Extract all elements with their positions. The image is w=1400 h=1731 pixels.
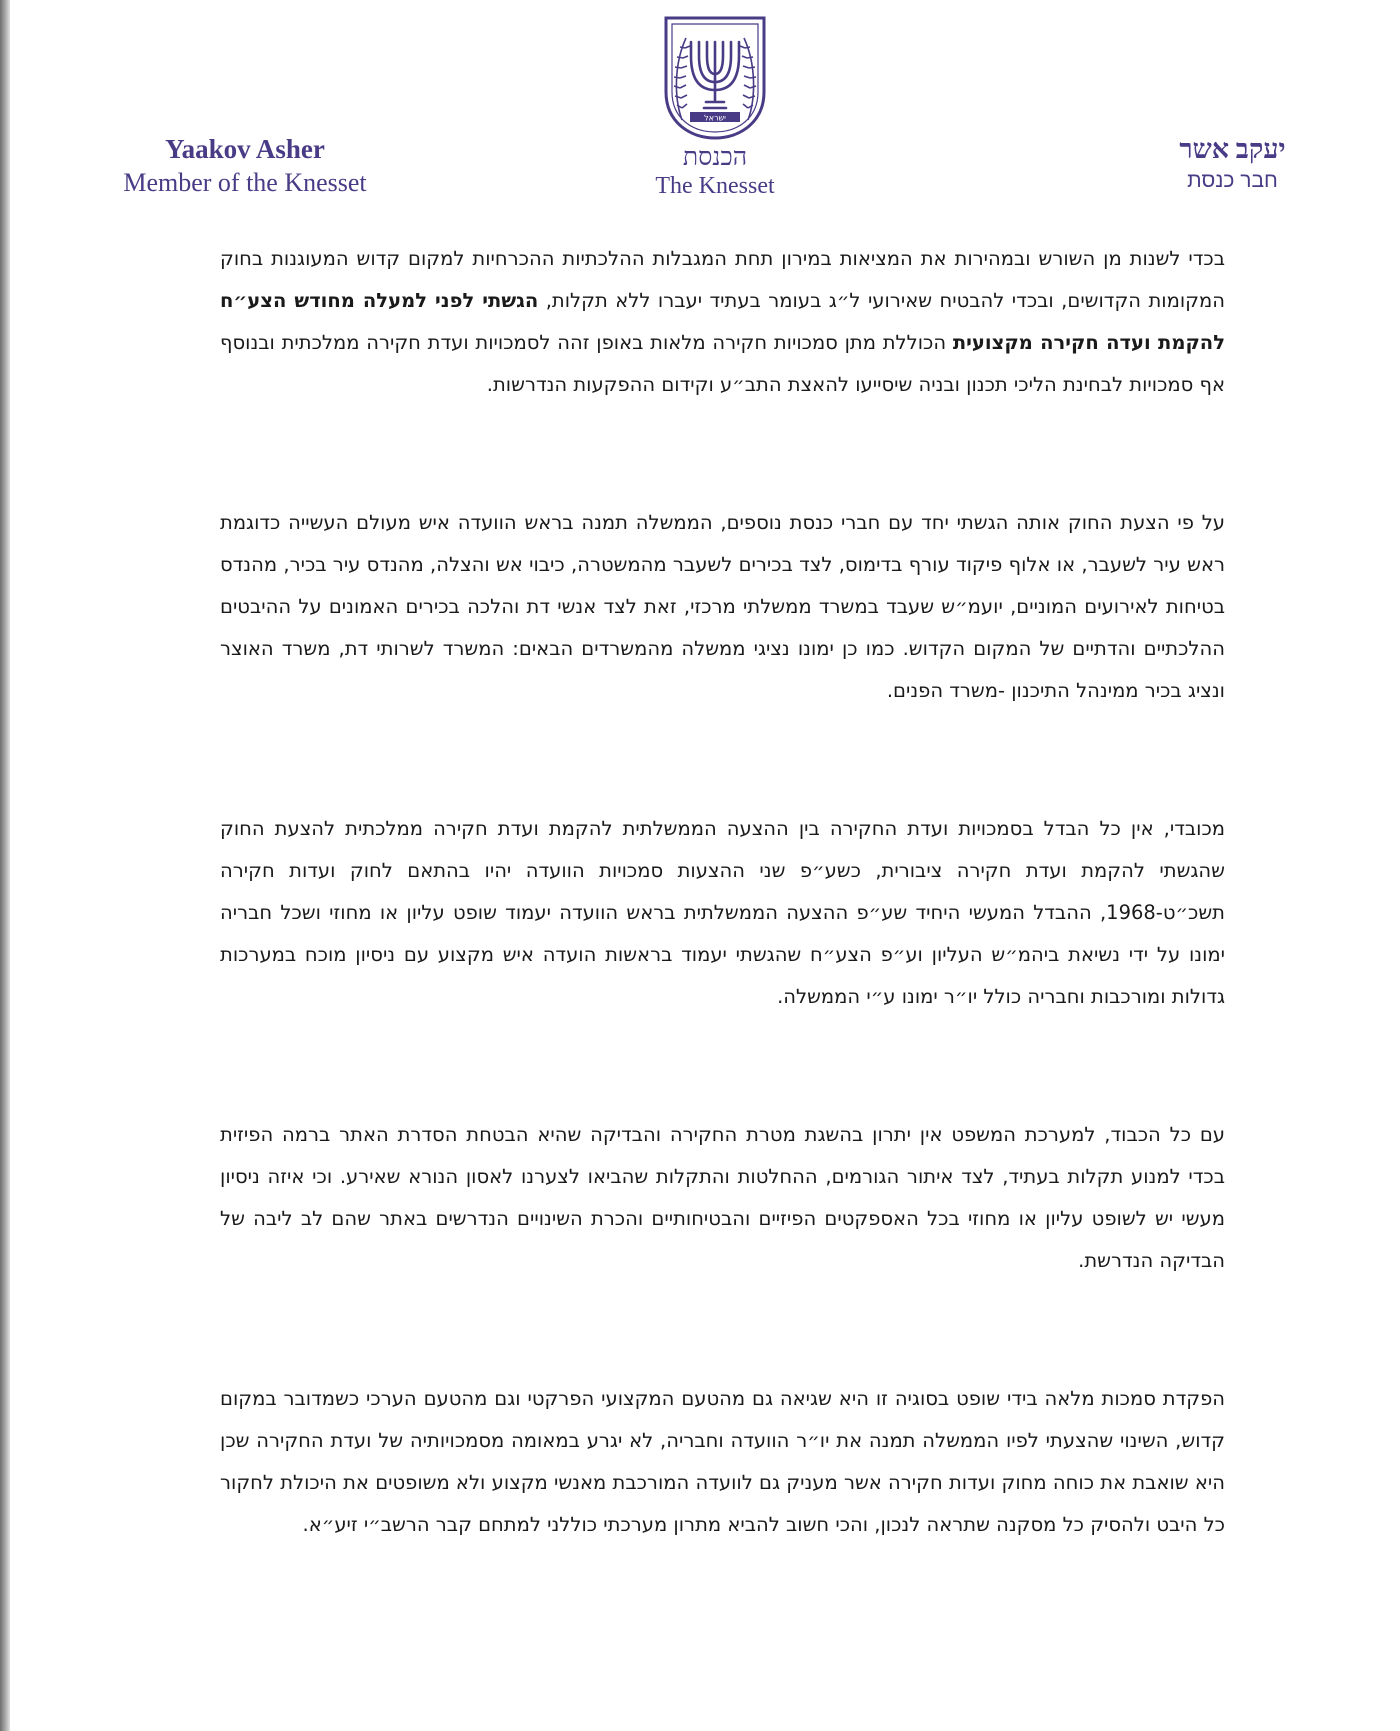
menorah-emblem-icon [660, 12, 770, 142]
knesset-name-english: The Knesset [655, 173, 775, 199]
paragraph-1-text-start: בכדי לשנות מן השורש ובמהירות את המציאות במירון תחת המגבלות ההלכתיות ההכרחיות למקום קדוש המעוגנות בחוק המקומות הקדושים, ובכדי להבטיח שאירועי ל״ג בעומר בעתיד יעברו ללא תקלות, [220, 247, 1225, 312]
letterhead [0, 0, 1400, 215]
paragraph-3: מכובדי, אין כל הבדל בסמכויות ועדת החקירה בין ההצעה הממשלתית להקמת ועדת חקירה ממלכתית להצעת החוק שהגשתי להקמת ועדת חקירה ציבורית, כשע״פ שני ההצעות סמכויות הוועדה יהיו בהתאם לחוק ועדות חקירה תשכ״ט-1968, ההבדל המעשי היחיד שע״פ ההצעה הממשלתית בראש הוועדה יעמוד שופט עליון או מחוזי ושכל חבריה ימונו על ידי נשיאת ביהמ״ש העליון וע״פ הצע״ח שהגשתי יעמוד בראשות הועדה איש מקצוע עם ניסיון מוכח במערכות גדולות ומורכבות וחבריה כולל יו״ר ימונו ע״י הממשלה. [220, 817, 1225, 1008]
sender-name-hebrew: יעקב אשר [1179, 134, 1286, 164]
knesset-emblem-block [610, 12, 820, 200]
sender-role-english: Member of the Knesset [123, 168, 367, 197]
paragraph-2: על פי הצעת החוק אותה הגשתי יחד עם חברי כנסת נוספים, הממשלה תמנה בראש הוועדה איש מעולם העשייה כדוגמת ראש עיר לשעבר, או אלוף פיקוד עורף בדימוס, לצד בכירים לשעבר מהמשטרה, כיבוי אש והצלה, מהנדס עיר בכיר, מהנדס בטיחות לאירועים המוניים, יועמ״ש שעבד במשרד ממשלתי מרכזי, זאת לצד אנשי דת והלכה בכירים האמונים על ההיבטים ההלכתיים והדתיים של המקום הקדוש. כמו כן ימונו נציגי ממשלה מהמשרדים הבאים: המשרד לשרותי דת, משרד האוצר ונציג בכיר ממינהל התיכנון -משרד הפנים. [220, 511, 1225, 702]
paragraph-5: הפקדת סמכות מלאה בידי שופט בסוגיה זו היא שגיאה גם מהטעם המקצועי הפרקטי וגם מהטעם הערכי כשמדובר במקום קדוש, השינוי שהצעתי לפיו הממשלה תמנה את יו״ר הוועדה וחבריה, לא יגרע במאומה מסמכויותיה של ועדת החקירה שכן היא שואבת את כוחה מחוק ועדות חקירה אשר מעניק גם לוועדה המורכבת מאנשי מקצוע ולא משופטים את היכולת לחקור כל היבט ולהסיק כל מסקנה שתראה לנכון, והכי חשוב להביא מתרון מערכתי כוללני למתחם קבר הרשב״י זיע״א. [220, 1387, 1225, 1536]
paragraph-1-bold-phrase: הגשתי לפני למעלה מחודש הצע״ח להקמת ועדה חקירה מקצועית [220, 289, 1225, 354]
paragraph-1-text-end: הכוללת מתן סמכויות חקירה מלאות באופן זהה לסמכויות ועדת חקירה ממלכתית ובנוסף אף סמכויות לבחינת הליכי תכנון ובניה שיסייעו להאצת התב״ע וקידום ההפקעות הנדרשות. [220, 331, 1225, 396]
paragraph-1 [220, 238, 1225, 406]
knesset-name-hebrew: הכנסת [682, 144, 748, 171]
paragraph-4: עם כל הכבוד, למערכת המשפט אין יתרון בהשגת מטרת החקירה והבדיקה שהיא הבטחת הסדרת האתר ברמה הפיזית בכדי למנוע תקלות בעתיד, לצד איתור הגורמים, ההחלטות והתקלות שהביאו לצערנו לאסון הנורא שאירע. וכי איזה ניסיון מעשי יש לשופט עליון או מחוזי בכל האספקטים הפיזיים והבטיחותיים והכרת השינויים הנדרשים באתר שהם לב ליבה של הבדיקה הנדרשת. [220, 1123, 1225, 1272]
sender-role-hebrew: חבר כנסת [1187, 169, 1278, 192]
letter-body [220, 238, 1225, 1546]
letterhead-english-block [100, 132, 390, 200]
page-left-edge [0, 0, 10, 1731]
emblem-label: ישראל [704, 113, 726, 123]
letterhead-hebrew-block [1135, 132, 1330, 196]
sender-name-english: Yaakov Asher [165, 134, 325, 164]
